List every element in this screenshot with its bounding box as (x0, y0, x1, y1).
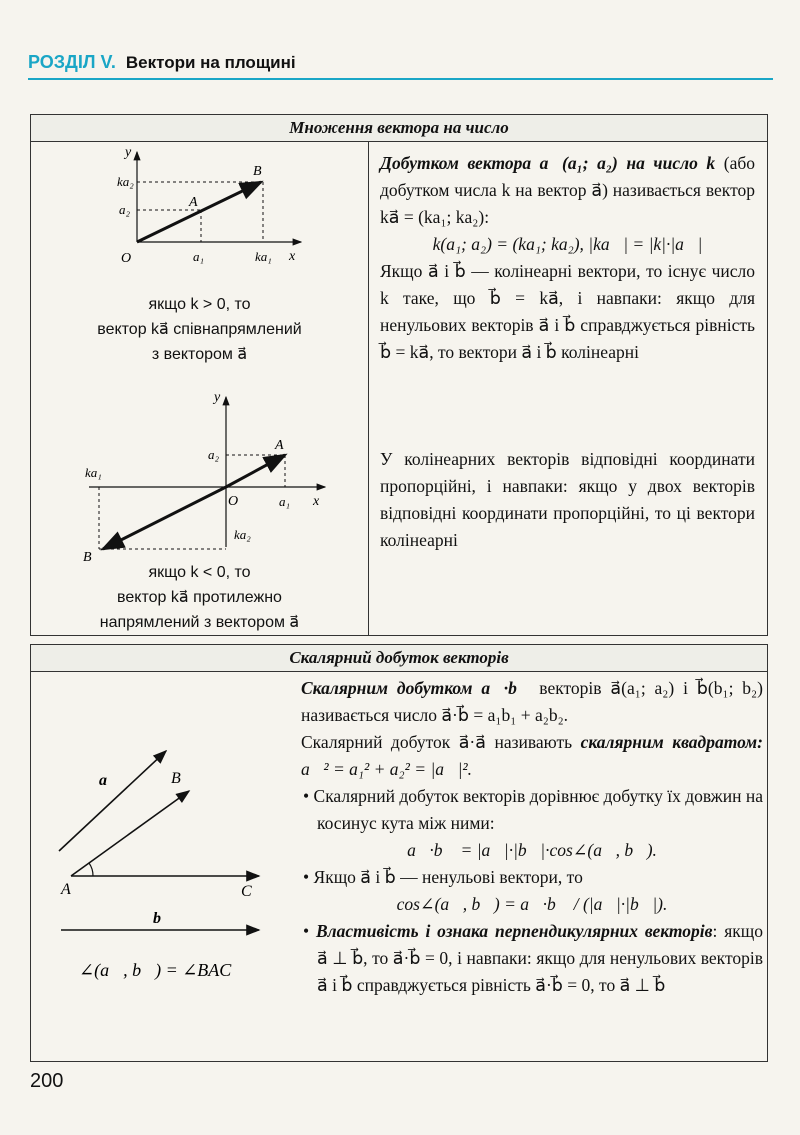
dot-definition (301, 675, 763, 729)
axis-y-label-2: y (214, 390, 221, 405)
graph-k-negative (31, 387, 368, 565)
definition-formula: k(a₁; a₂) = (ka₁; ka₂), |ka⃗| = |k|·|a⃗| (432, 234, 703, 254)
header-rule (28, 78, 773, 80)
section-label: РОЗДІЛ V. (28, 52, 116, 72)
coordinates-paragraph: У колінеарних векторів відповідні координати пропорційні, і навпаки: якщо у двох векторів відповідні координати пропорційні, то ці вектори колінеарні (380, 449, 755, 550)
dot-definition-text: векторів a⃗(a₁; a₂) і b⃗(b₁; b₂) називається число a⃗·b⃗ = a₁b₁ + a₂b₂. (301, 678, 763, 725)
scalar-square: Скалярний добуток a⃗·a⃗ називають скалярним квадратом: a⃗² = a₁² + a₂² = |a⃗|². (301, 732, 763, 779)
vector-scalar-multiplication-box (30, 114, 768, 636)
box2-text (301, 675, 763, 999)
point-b-label: B (171, 770, 181, 787)
collinear-paragraph: Якщо a⃗ і b⃗ — колінеарні вектори, то існує число k таке, що b⃗ = ka⃗, і навпаки: якщо для ненульових векторів a⃗ і b⃗ справджується рівність b⃗ = ka⃗, то вектори a⃗ і b⃗ колінеарні (380, 261, 755, 362)
a2-label-2: a₂ (208, 447, 220, 462)
bullet-perpendicular: • Властивість і ознака перпендикулярних векторів: якщо a⃗ ⊥ b⃗, то a⃗·b⃗ = 0, і навпаки: якщо для ненульових векторів a⃗ і b⃗ справджується рівність a⃗·b⃗ = 0, то a⃗ ⊥ b⃗ (303, 921, 763, 995)
formula-cos-angle: cos∠(a⃗, b⃗) = a⃗·b⃗ / (|a⃗|·|b⃗|). (396, 894, 668, 914)
vector-a-label: a⃗ (99, 772, 120, 789)
origin-label-2: O (228, 494, 239, 509)
point-a-label: A (61, 881, 71, 898)
section-title: Вектори на площині (125, 53, 296, 72)
bullet-cosine-formula: • Скалярний добуток векторів дорівнює добутку їх довжин на косинус кута між ними: (303, 786, 763, 833)
box1-title: Множення вектора на число (31, 115, 767, 142)
ka1-label: ka₁ (255, 249, 272, 264)
axis-x-label: x (289, 249, 296, 264)
caption-k-positive: якщо k > 0, то вектор ka⃗ співнапрямлений з вектором a⃗ (97, 296, 302, 363)
dot-definition-term: Скалярним добутком a⃗·b⃗ (301, 678, 531, 698)
point-b-label-2: B (83, 550, 92, 565)
box1-text (368, 142, 767, 635)
point-b-label: B (253, 164, 262, 179)
point-a-label: A (189, 195, 198, 210)
vector-b-label: b⃗ (153, 910, 174, 927)
graph-k-positive (31, 142, 368, 302)
formula-dot-product: a⃗·b⃗ = |a⃗|·|b⃗|·cos∠(a⃗, b⃗). (407, 840, 657, 860)
a1-label: a₁ (193, 249, 205, 264)
axis-x-label-2: x (313, 494, 320, 509)
point-a-label-2: A (275, 438, 284, 453)
angle-caption: ∠(a⃗, b⃗) = ∠BAC (79, 960, 232, 980)
ka2-label-2: ka₂ (234, 527, 251, 542)
box1-figures (31, 142, 368, 635)
origin-label: O (121, 251, 132, 266)
axis-y-label: y (125, 145, 132, 160)
definition-text: (або добутком числа k на вектор a⃗) називається вектор ka⃗ = (ka₁; ka₂): (380, 153, 756, 227)
dot-product-box (30, 644, 768, 1062)
ka2-label: ka₂ (117, 174, 134, 189)
definition-term: Добутком вектора a⃗(a₁; a₂) на число k (380, 153, 716, 173)
a2-label: a₂ (119, 202, 131, 217)
caption-k-negative: якщо k < 0, то вектор ka⃗ протилежно напрямлений з вектором a⃗ (99, 564, 300, 631)
box2-title: Скалярний добуток векторів (31, 645, 767, 672)
ka1-label-2: ka₁ (85, 465, 102, 480)
point-c-label: C (241, 883, 252, 900)
definition-paragraph (380, 150, 755, 231)
angle-diagram (31, 673, 296, 1013)
a1-label-2: a₁ (279, 494, 291, 509)
bullet-cos-angle: • Якщо a⃗ і b⃗ — ненульові вектори, то (303, 867, 583, 887)
page-number: 200 (30, 1070, 64, 1092)
